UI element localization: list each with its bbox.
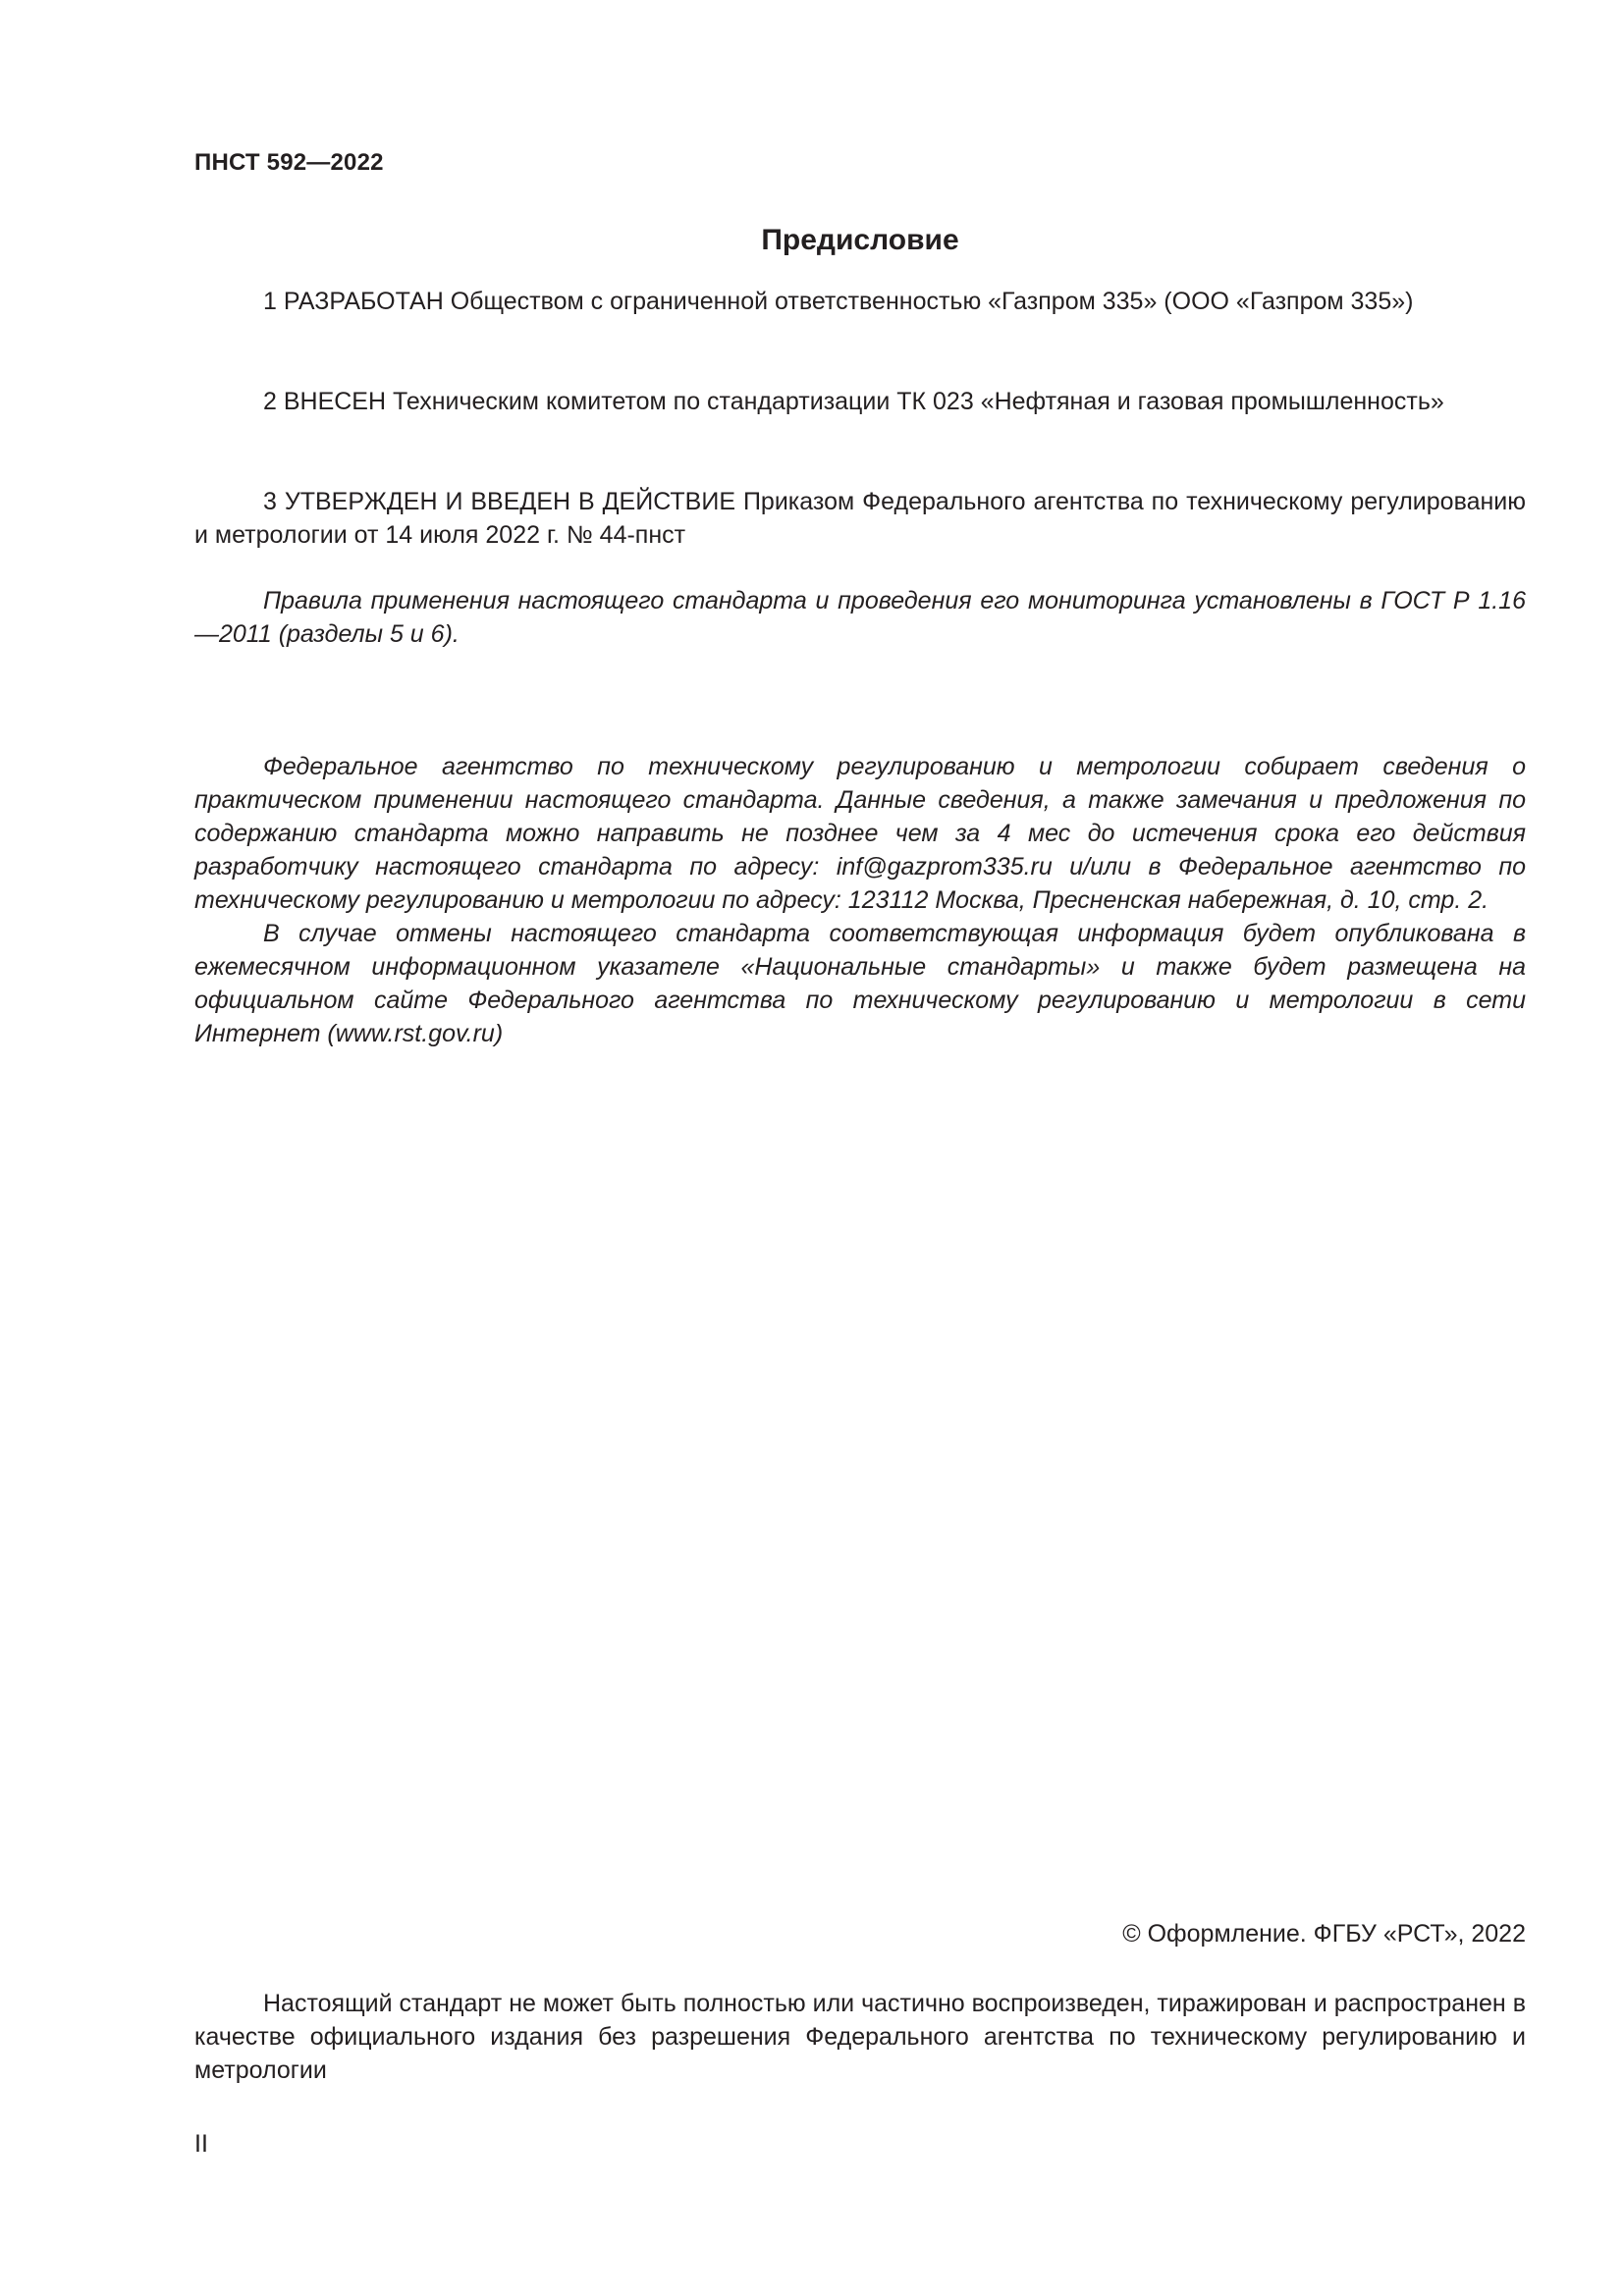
rules-note (194, 584, 1526, 651)
reproduction-notice-text: Настоящий стандарт не может быть полностью или частично воспроизведен, тиражирован и распространен в качестве официального издания без разрешения Федерального агентства по техническому регулированию и метрологии (194, 1990, 1526, 2084)
reproduction-notice (194, 1987, 1526, 2087)
foreword-item-2-text: 2 ВНЕСЕН Техническим комитетом по стандартизации ТК 023 «Нефтяная и газовая промышленность» (263, 388, 1444, 415)
page-number: II (194, 2130, 208, 2158)
foreword-item-1-text: 1 РАЗРАБОТАН Обществом с ограниченной ответственностью «Газпром 335» (ООО «Газпром 335») (263, 288, 1414, 315)
rules-note-text: Правила применения настоящего стандарта и проведения его мониторинга установлены в ГОСТ Р 1.16—2011 (разделы 5 и 6). (194, 587, 1526, 648)
document-code: ПНСТ 592—2022 (194, 149, 384, 176)
foreword-item-3-text: 3 УТВЕРЖДЕН И ВВЕДЕН В ДЕЙСТВИЕ Приказом Федерального агентства по техническому регулированию и метрологии от 14 июля 2022 г. № 44-пнст (194, 488, 1526, 549)
foreword-item-3 (194, 485, 1526, 552)
page-title: Предисловие (761, 224, 959, 256)
foreword-item-2 (194, 385, 1526, 418)
copyright-line: © Оформление. ФГБУ «РСТ», 2022 (1122, 1920, 1526, 1948)
feedback-paragraph-1: Федеральное агентство по техническому регулированию и метрологии собирает сведения о практическом применении настоящего стандарта. Данные сведения, а также замечания и предложения по содержанию стандарта можно направить не позднее чем за 4 мес до истечения срока его действия разработчику настоящего стандарта по адресу: inf@gazprom335.ru и/или в Федеральное агентство по техническому регулированию и метрологии по адресу: 123112 Москва, Пресненская набережная, д. 10, стр. 2. (194, 753, 1526, 914)
feedback-paragraph-2: В случае отмены настоящего стандарта соответствующая информация будет опубликована в ежемесячном информационном указателе «Национальные стандарты» и также будет размещена на официальном сайте Федерального агентства по техническому регулированию и метрологии в сети Интернет (www.rst.gov.ru) (194, 920, 1526, 1047)
foreword-item-1 (194, 285, 1526, 318)
feedback-section (194, 750, 1526, 1050)
